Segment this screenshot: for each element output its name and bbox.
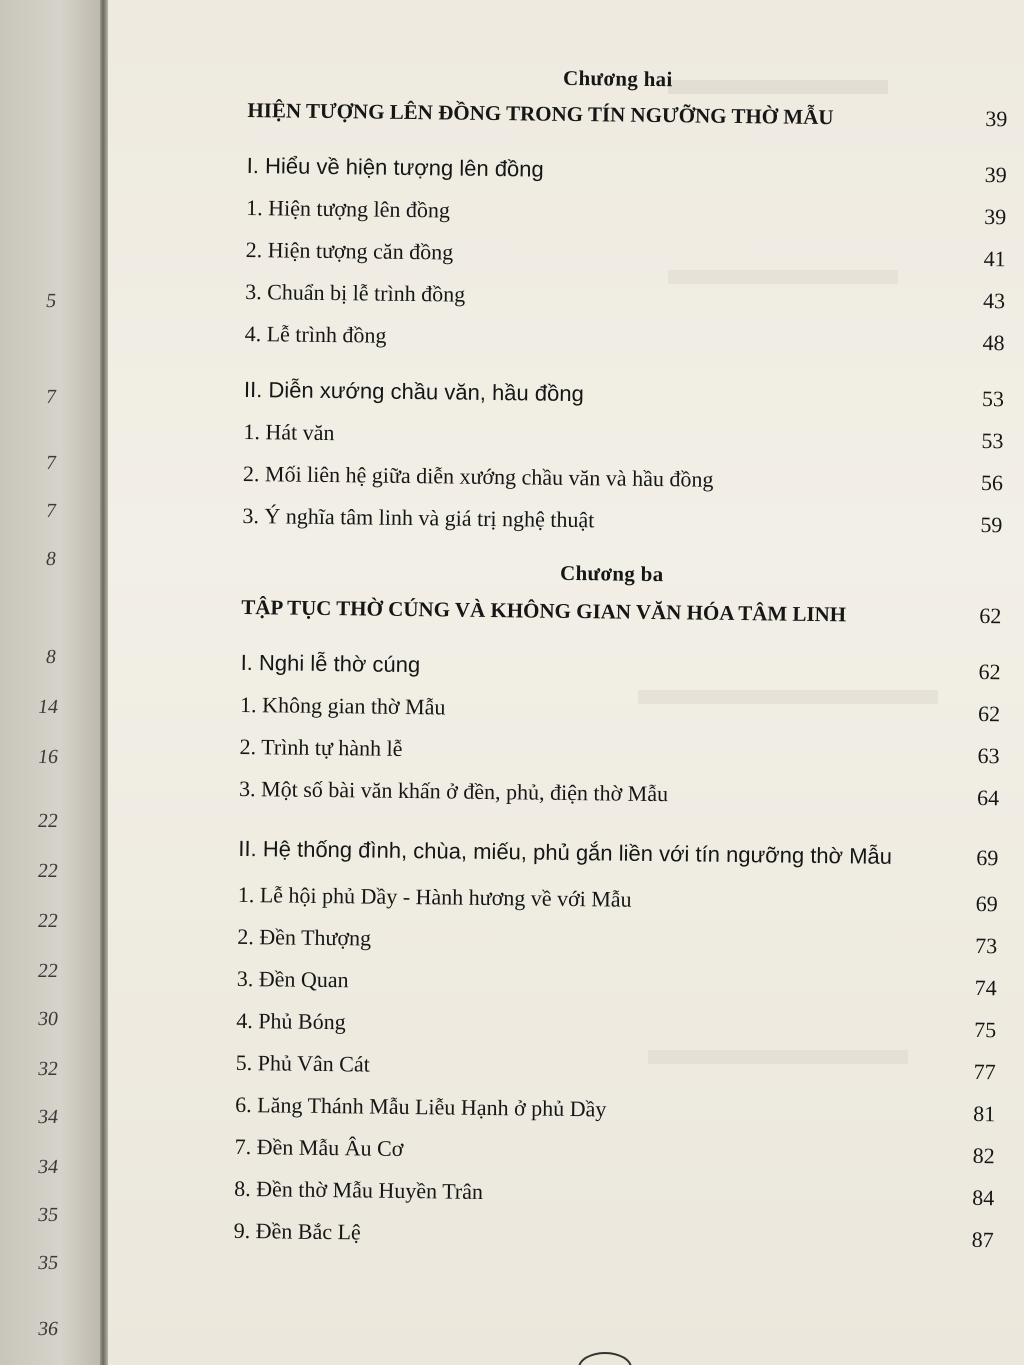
entry-label: 3. Một số bài văn khấn ở đền, phủ, điện thờ Mẫu [238, 775, 669, 807]
page-number: 39 [984, 162, 1007, 188]
left-page-number: 22 [36, 910, 60, 932]
page-number: 43 [982, 287, 1006, 314]
chapter-heading: Chương hai [562, 65, 673, 92]
left-page-number: 34 [36, 1156, 60, 1178]
page-number: 59 [980, 511, 1003, 538]
toc-entry[interactable] [235, 1090, 995, 1129]
left-page-number: 7 [44, 500, 58, 522]
entry-label: 1. Lễ hội phủ Dầy - Hành hương về với Mẫu [237, 881, 632, 912]
page-number: 39 [984, 204, 1007, 230]
chapter-heading: Chương ba [559, 560, 664, 587]
left-page-number: 14 [36, 696, 60, 718]
toc-entry[interactable] [236, 1048, 996, 1087]
page-number: 69 [975, 890, 998, 917]
page-ornament [578, 1352, 632, 1365]
page-number: 84 [972, 1184, 995, 1211]
left-page-number: 8 [44, 548, 58, 570]
entry-label: 2. Trình tự hành lễ [239, 733, 403, 761]
entry-label: I. Nghi lễ thờ cúng [240, 649, 421, 678]
toc-entry[interactable] [245, 277, 1005, 316]
page-number: 82 [972, 1142, 995, 1169]
toc-entry[interactable] [243, 459, 1003, 498]
page-number: 39 [985, 106, 1008, 132]
entry-label: 1. Không gian thờ Mẫu [239, 691, 446, 720]
entry-label: 3. Chuẩn bị lễ trình đồng [245, 278, 466, 307]
page-number: 64 [976, 784, 1000, 811]
entry-label: II. Diễn xướng chầu văn, hầu đồng [243, 376, 584, 407]
left-page-number: 16 [36, 746, 60, 768]
entry-label: II. Hệ thống đình, chùa, miếu, phủ gắn liền với tín ngưỡng thờ Mẫu [238, 835, 893, 869]
left-page-number: 22 [36, 960, 60, 982]
chapter-title-row[interactable] [247, 95, 1007, 134]
table-of-contents [234, 62, 1008, 1255]
toc-entry[interactable] [246, 193, 1006, 232]
page-number: 75 [974, 1016, 997, 1043]
left-page-number: 22 [36, 810, 60, 832]
page-number: 53 [981, 385, 1005, 412]
entry-label: 1. Hiện tượng lên đồng [246, 194, 451, 223]
chapter-section [242, 62, 1008, 540]
book-spine [100, 0, 108, 1365]
entry-label: 2. Mối liên hệ giữa diễn xướng chầu văn và hầu đồng [242, 460, 714, 492]
entry-label: 2. Đền Thượng [237, 923, 372, 951]
page-number: 87 [971, 1226, 994, 1253]
left-page-number: 22 [36, 860, 60, 882]
toc-entry[interactable] [237, 964, 997, 1003]
page-number: 81 [973, 1100, 996, 1127]
left-page-number: 35 [36, 1204, 60, 1226]
left-page-number: 7 [44, 386, 58, 408]
page-number: 56 [980, 469, 1004, 496]
toc-page [108, 0, 1024, 1365]
chapter-title-row[interactable] [241, 592, 1001, 631]
toc-entry[interactable] [240, 690, 1000, 729]
toc-entry[interactable] [237, 922, 997, 961]
page-number: 41 [983, 246, 1006, 272]
entry-label: 1. Hát văn [243, 418, 335, 446]
entry-label: 2. Hiện tượng căn đồng [245, 236, 454, 265]
left-page-number: 32 [36, 1058, 60, 1080]
page-number: 77 [973, 1058, 996, 1085]
entry-label: 4. Lễ trình đồng [244, 320, 387, 348]
page-number: 73 [975, 932, 998, 959]
toc-entry[interactable] [238, 880, 998, 919]
page-number: 69 [976, 844, 999, 871]
toc-entry[interactable] [243, 417, 1003, 456]
page-number: 62 [978, 658, 1001, 685]
page-number: 62 [977, 700, 1001, 727]
toc-entry[interactable] [238, 828, 998, 879]
toc-entry[interactable] [242, 501, 1002, 540]
left-page-number: 7 [44, 452, 58, 474]
page-number: 74 [974, 974, 997, 1001]
toc-entry[interactable] [244, 375, 1004, 414]
chapter-title: TẬP TỤC THỜ CÚNG VÀ KHÔNG GIAN VĂN HÓA TÂM LINH [241, 594, 847, 627]
page-number: 53 [981, 427, 1004, 454]
page-number: 63 [977, 742, 1000, 769]
entry-label: 9. Đền Bắc Lệ [233, 1217, 361, 1245]
left-page-number: 35 [36, 1252, 60, 1274]
left-page-number: 36 [36, 1318, 60, 1340]
toc-entry[interactable] [246, 235, 1006, 274]
toc-entry[interactable] [235, 1132, 995, 1171]
toc-entry[interactable] [239, 732, 999, 771]
entry-label: 6. Lăng Thánh Mẫu Liễu Hạnh ở phủ Dầy [235, 1091, 607, 1122]
entry-label: 5. Phủ Vân Cát [235, 1049, 370, 1077]
toc-entry[interactable] [234, 1216, 994, 1255]
toc-entry[interactable] [234, 1174, 994, 1213]
entry-label: 8. Đền thờ Mẫu Huyền Trân [234, 1175, 484, 1204]
left-page-number: 8 [44, 646, 58, 668]
left-page-number: 5 [44, 290, 58, 312]
toc-entry[interactable] [239, 774, 999, 813]
toc-entry[interactable] [236, 1006, 996, 1045]
left-page-number: 30 [36, 1008, 60, 1030]
page-number: 48 [982, 329, 1005, 356]
previous-page-strip [0, 0, 100, 1365]
page-number: 62 [979, 602, 1002, 629]
entry-label: 7. Đền Mẫu Âu Cơ [234, 1133, 404, 1161]
entry-label: I. Hiểu về hiện tượng lên đồng [246, 152, 544, 182]
chapter-section [234, 557, 1002, 1255]
entry-label: 3. Ý nghĩa tâm linh và giá trị nghệ thuật [242, 502, 595, 533]
toc-entry[interactable] [247, 151, 1007, 190]
entry-label: 4. Phủ Bóng [236, 1007, 346, 1035]
chapter-title: HIỆN TƯỢNG LÊN ĐỒNG TRONG TÍN NGƯỠNG THỜ MẪU [247, 97, 834, 130]
toc-entry[interactable] [240, 648, 1000, 687]
toc-entry[interactable] [244, 319, 1004, 358]
entry-label: 3. Đền Quan [236, 965, 349, 993]
left-page-number: 34 [36, 1106, 60, 1128]
